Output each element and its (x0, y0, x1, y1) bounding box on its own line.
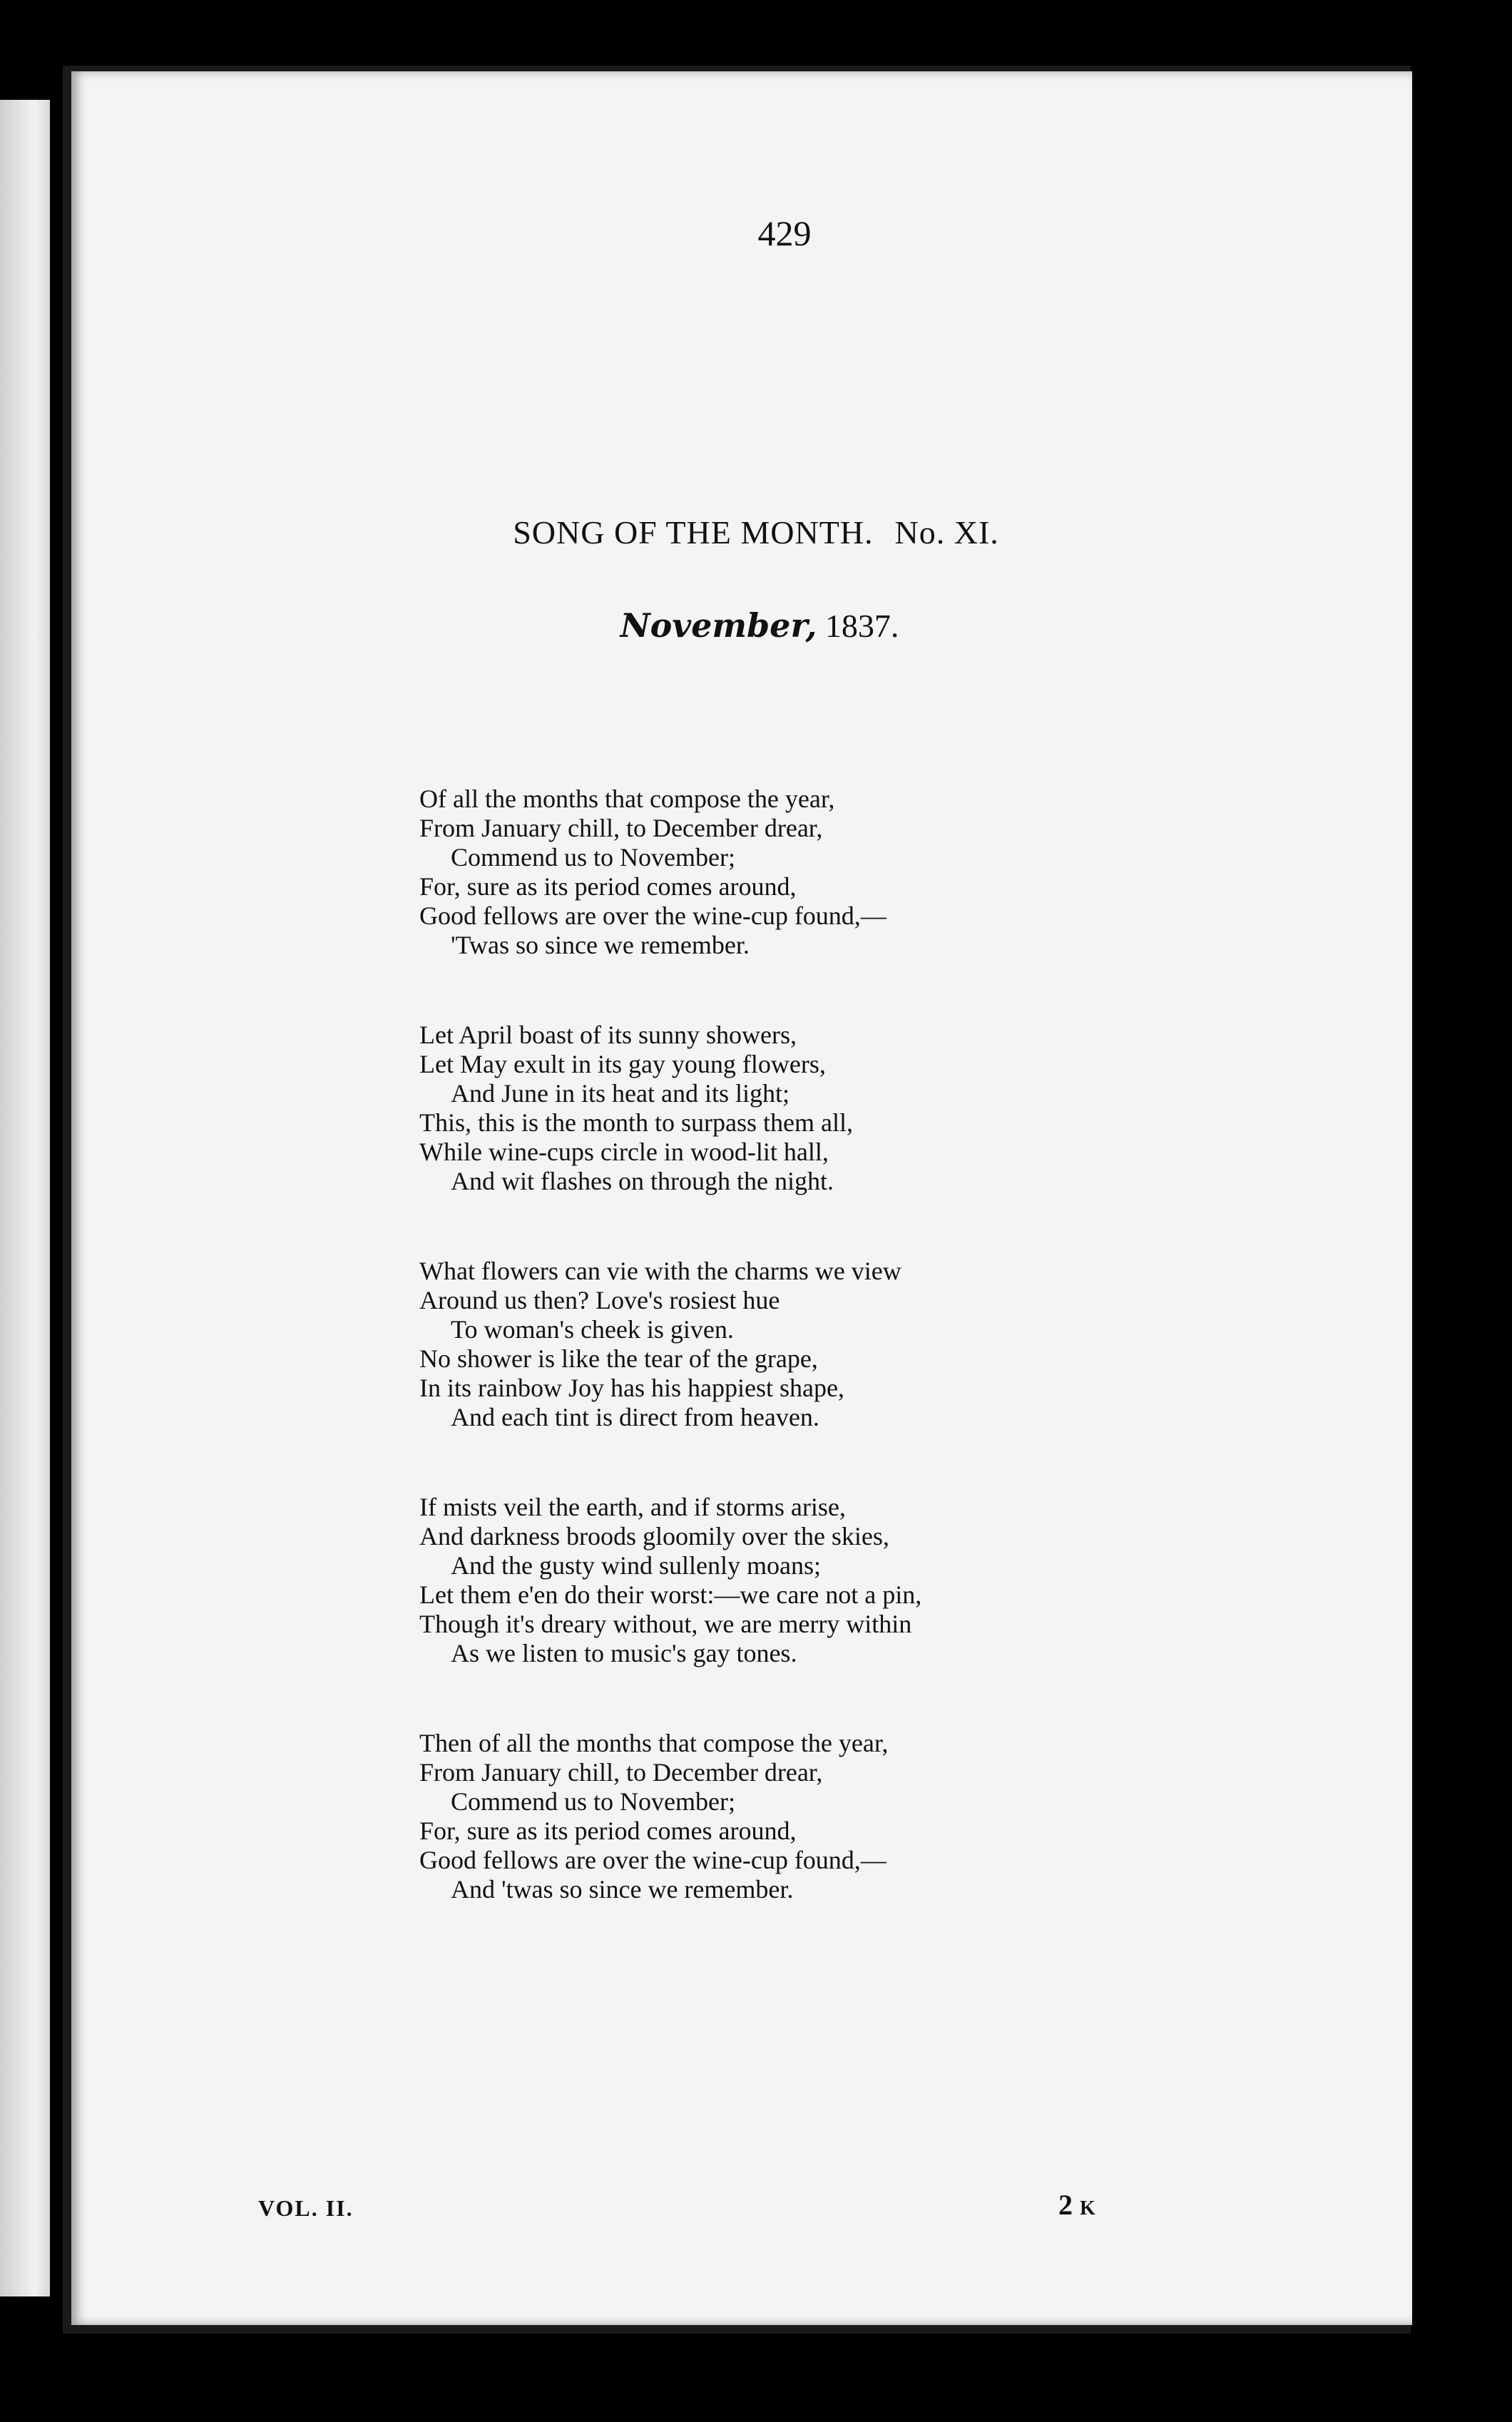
adjacent-page-edge (0, 100, 50, 2296)
poem-line: For, sure as its period comes around, (419, 1816, 797, 1845)
stanza (419, 785, 1133, 960)
poem-line: If mists veil the earth, and if storms arise, (419, 1493, 846, 1521)
volume-label: VOL. II. (258, 2195, 354, 2221)
dateline-year: 1837. (824, 608, 899, 644)
signature-letter: K (1080, 2197, 1095, 2219)
poem-line: Let them e'en do their worst:—we care not a pin, (419, 1580, 922, 1609)
poem-body (419, 785, 1133, 1965)
poem-line: Around us then? Love's rosiest hue (419, 1286, 780, 1314)
poem-line: For, sure as its period comes around, (419, 872, 797, 901)
signature-number: 2 (1058, 2189, 1073, 2221)
song-title (71, 513, 1412, 551)
poem-line: To woman's cheek is given. (451, 1315, 734, 1344)
poem-line: Of all the months that compose the year, (419, 785, 835, 813)
book-page (71, 71, 1412, 2325)
poem-line: Commend us to November; (451, 1787, 735, 1816)
signature-mark (1058, 2188, 1095, 2222)
poem-line: Let May exult in its gay young flowers, (419, 1050, 826, 1078)
poem-line: And the gusty wind sullenly moans; (451, 1551, 821, 1580)
poem-line: Commend us to November; (451, 843, 735, 872)
poem-line: Good fellows are over the wine-cup found,— (419, 901, 887, 930)
poem-line: And wit flashes on through the night. (451, 1167, 834, 1195)
stanza (419, 1257, 1133, 1432)
poem-line: As we listen to music's gay tones. (451, 1639, 797, 1667)
poem-line: From January chill, to December drear, (419, 814, 823, 842)
poem-line: Let April boast of its sunny showers, (419, 1021, 797, 1049)
song-number: No. XI. (894, 514, 999, 551)
poem-line: And June in its heat and its light; (451, 1079, 790, 1108)
poem-line: And each tint is direct from heaven. (451, 1403, 819, 1431)
song-title-text: SONG OF THE MONTH. (513, 514, 874, 551)
poem-line: 'Twas so since we remember. (451, 931, 750, 959)
poem-line: Good fellows are over the wine-cup found,— (419, 1846, 887, 1874)
stanza (419, 1021, 1133, 1196)
poem-line: No shower is like the tear of the grape, (419, 1344, 818, 1373)
poem-line: From January chill, to December drear, (419, 1758, 823, 1787)
page-number: 429 (757, 213, 812, 253)
poem-line: What flowers can vie with the charms we view (419, 1257, 901, 1285)
dateline-month: November, (620, 606, 817, 645)
poem-line: And 'twas so since we remember. (451, 1875, 794, 1904)
stanza (419, 1493, 1133, 1668)
poem-line: In its rainbow Joy has his happiest shape, (419, 1374, 844, 1402)
poem-line: This, this is the month to surpass them all, (419, 1108, 853, 1137)
dateline (71, 606, 1412, 645)
poem-line: While wine-cups circle in wood-lit hall, (419, 1138, 829, 1166)
stanza (419, 1729, 1133, 1904)
poem-line: Then of all the months that compose the year, (419, 1729, 889, 1757)
poem-line: Though it's dreary without, we are merry within (419, 1610, 912, 1638)
poem-line: And darkness broods gloomily over the skies, (419, 1522, 889, 1550)
